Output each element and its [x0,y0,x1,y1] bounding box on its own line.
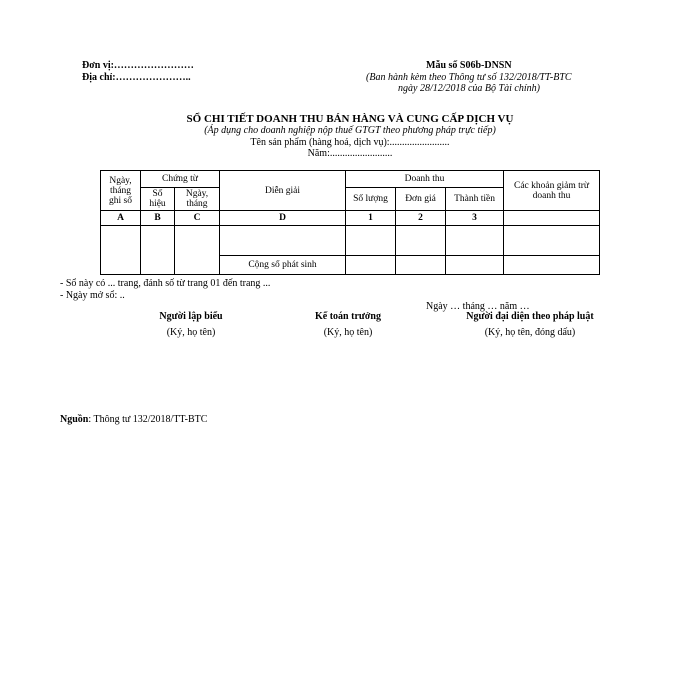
entry-date-cell [101,226,141,275]
ledger-table [100,170,600,275]
header-voucher-no: Số hiệu [141,188,175,211]
code-1: 1 [346,211,396,226]
form-code: Mẫu số S06b-DNSN [426,60,512,71]
voucher-date-cell [175,226,220,275]
header-deductions: Các khoản giảm trừ doanh thu [504,171,600,211]
voucher-no-cell [141,226,175,275]
representative-title: Người đại diện theo pháp luật [466,311,594,322]
preparer-title: Người lập biểu [159,311,223,322]
preparer-note: (Ký, họ tên) [166,327,216,338]
description-cell [220,226,346,256]
pages-note: - Sổ này có ... trang, đánh số từ trang 01 đến trang ... [60,278,271,289]
code-2: 2 [396,211,446,226]
source-line [60,414,207,425]
total-row-label: Cộng số phát sinh [220,256,346,275]
product-line: Tên sản phẩm (hàng hoá, dịch vụ):........................ [250,137,450,148]
header-voucher-date: Ngày, tháng [175,188,220,211]
issued-line-2: ngày 28/12/2018 của Bộ Tài chính) [398,83,540,94]
code-b: B [141,211,175,226]
header-entry-date: Ngày, tháng ghi sổ [101,171,141,211]
unit-price-cell [396,226,446,256]
total-amount-cell [446,256,504,275]
header-revenue: Doanh thu [346,171,504,188]
accountant-note: (Ký, họ tên) [323,327,373,338]
address-label: Địa chỉ:………………….. [82,72,191,83]
header-description: Diễn giải [220,171,346,211]
header-amount: Thành tiền [446,188,504,211]
code-3: 3 [446,211,504,226]
code-d: D [220,211,346,226]
amount-cell [446,226,504,256]
total-deductions-cell [504,256,600,275]
code-c: C [175,211,220,226]
total-unit-price-cell [396,256,446,275]
source-text: : Thông tư 132/2018/TT-BTC [88,414,208,425]
open-date-note: - Ngày mở sổ: .. [60,290,125,301]
quantity-cell [346,226,396,256]
source-label: Nguồn [60,414,89,425]
code-empty [504,211,600,226]
signature-date-line: Ngày … tháng … năm … [426,301,530,312]
unit-label: Đơn vị:…………………… [82,60,194,71]
accountant-title: Kế toán trưởng [315,311,381,322]
document-subtitle: (Áp dụng cho doanh nghiệp nộp thuế GTGT theo phương pháp trực tiếp) [204,125,496,136]
header-quantity: Số lượng [346,188,396,211]
header-unit-price: Đơn giá [396,188,446,211]
total-quantity-cell [346,256,396,275]
year-line: Năm:......................... [307,148,393,159]
table-row [101,226,600,256]
representative-note: (Ký, họ tên, đóng dấu) [484,327,576,338]
document-title: SỔ CHI TIẾT DOANH THU BÁN HÀNG VÀ CUNG CẤP DỊCH VỤ [186,113,514,125]
issued-line-1: (Ban hành kèm theo Thông tư số 132/2018/TT-BTC [366,72,572,83]
deductions-cell [504,226,600,256]
code-a: A [101,211,141,226]
header-voucher: Chứng từ [141,171,220,188]
